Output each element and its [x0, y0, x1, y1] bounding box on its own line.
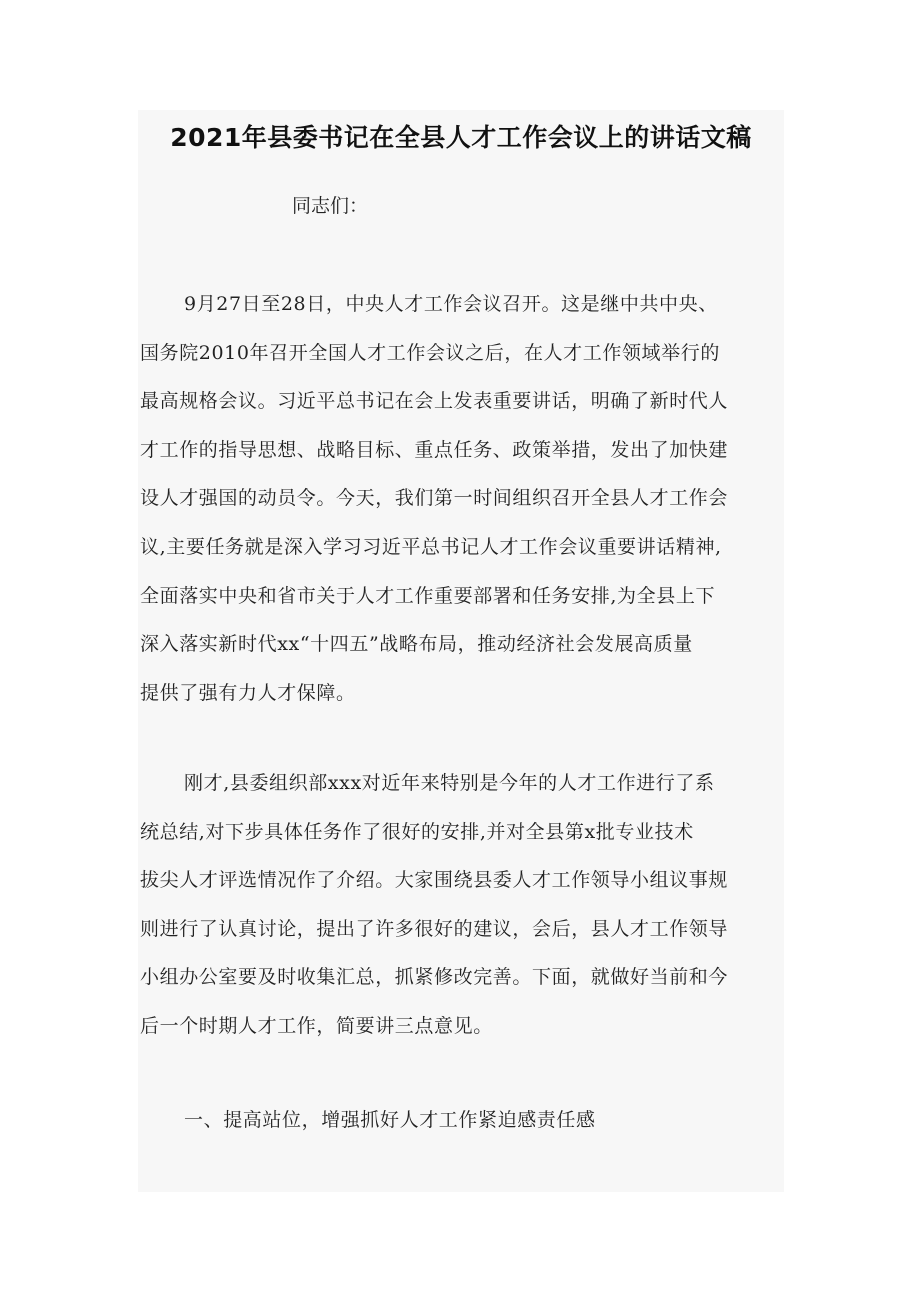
paragraph-line: 深入落实新时代xx“十四五”战略布局，推动经济社会发展高质量: [140, 633, 693, 656]
paragraph-line: 提供了强有力人才保障。: [140, 681, 356, 704]
paragraph-line: 刚才,县委组织部xxx对近年来特别是今年的人才工作进行了系: [184, 772, 715, 794]
salutation: 同志们：: [292, 195, 369, 217]
paragraph-line: 设人才强国的动员令。今天，我们第一时间组织召开全县人才工作会: [140, 487, 729, 510]
paragraph-line: 小组办公室要及时收集汇总，抓紧修改完善。下面，就做好当前和今: [140, 966, 729, 989]
document-title: 2021年县委书记在全县人才工作会议上的讲话文稿: [170, 123, 752, 152]
paragraph-line: 9月27日至28日，中央人才工作会议召开。这是继中共中央、: [184, 293, 718, 315]
paragraph-line: 统总结,对下步具体任务作了很好的安排,并对全县第x批专业技术: [140, 820, 694, 843]
paragraph-summary: [140, 759, 790, 1051]
paragraph-line: 则进行了认真讨论，提出了许多很好的建议，会后，县人才工作领导: [140, 917, 729, 940]
section-heading: 一、提高站位，增强抓好人才工作紧迫感责任感: [184, 1109, 596, 1131]
paragraph-line: 才工作的指导思想、战略目标、重点任务、政策举措，发出了加快建: [140, 438, 729, 461]
paragraph-line: 后一个时期人才工作，简要讲三点意见。: [140, 1014, 493, 1037]
paragraph-opening: [140, 280, 790, 717]
paragraph-line: 最高规格会议。习近平总书记在会上发表重要讲话，明确了新时代人: [140, 390, 729, 413]
paragraph-line: 国务院2010年召开全国人才工作会议之后，在人才工作领域举行的: [140, 341, 720, 364]
paragraph-line: 全面落实中央和省市关于人才工作重要部署和任务安排,为全县上下: [140, 584, 716, 607]
paragraph-line: 议,主要任务就是深入学习习近平总书记人才工作会议重要讲话精神,: [140, 535, 722, 558]
paragraph-line: 拔尖人才评选情况作了介绍。大家围绕县委人才工作领导小组议事规: [140, 869, 729, 892]
